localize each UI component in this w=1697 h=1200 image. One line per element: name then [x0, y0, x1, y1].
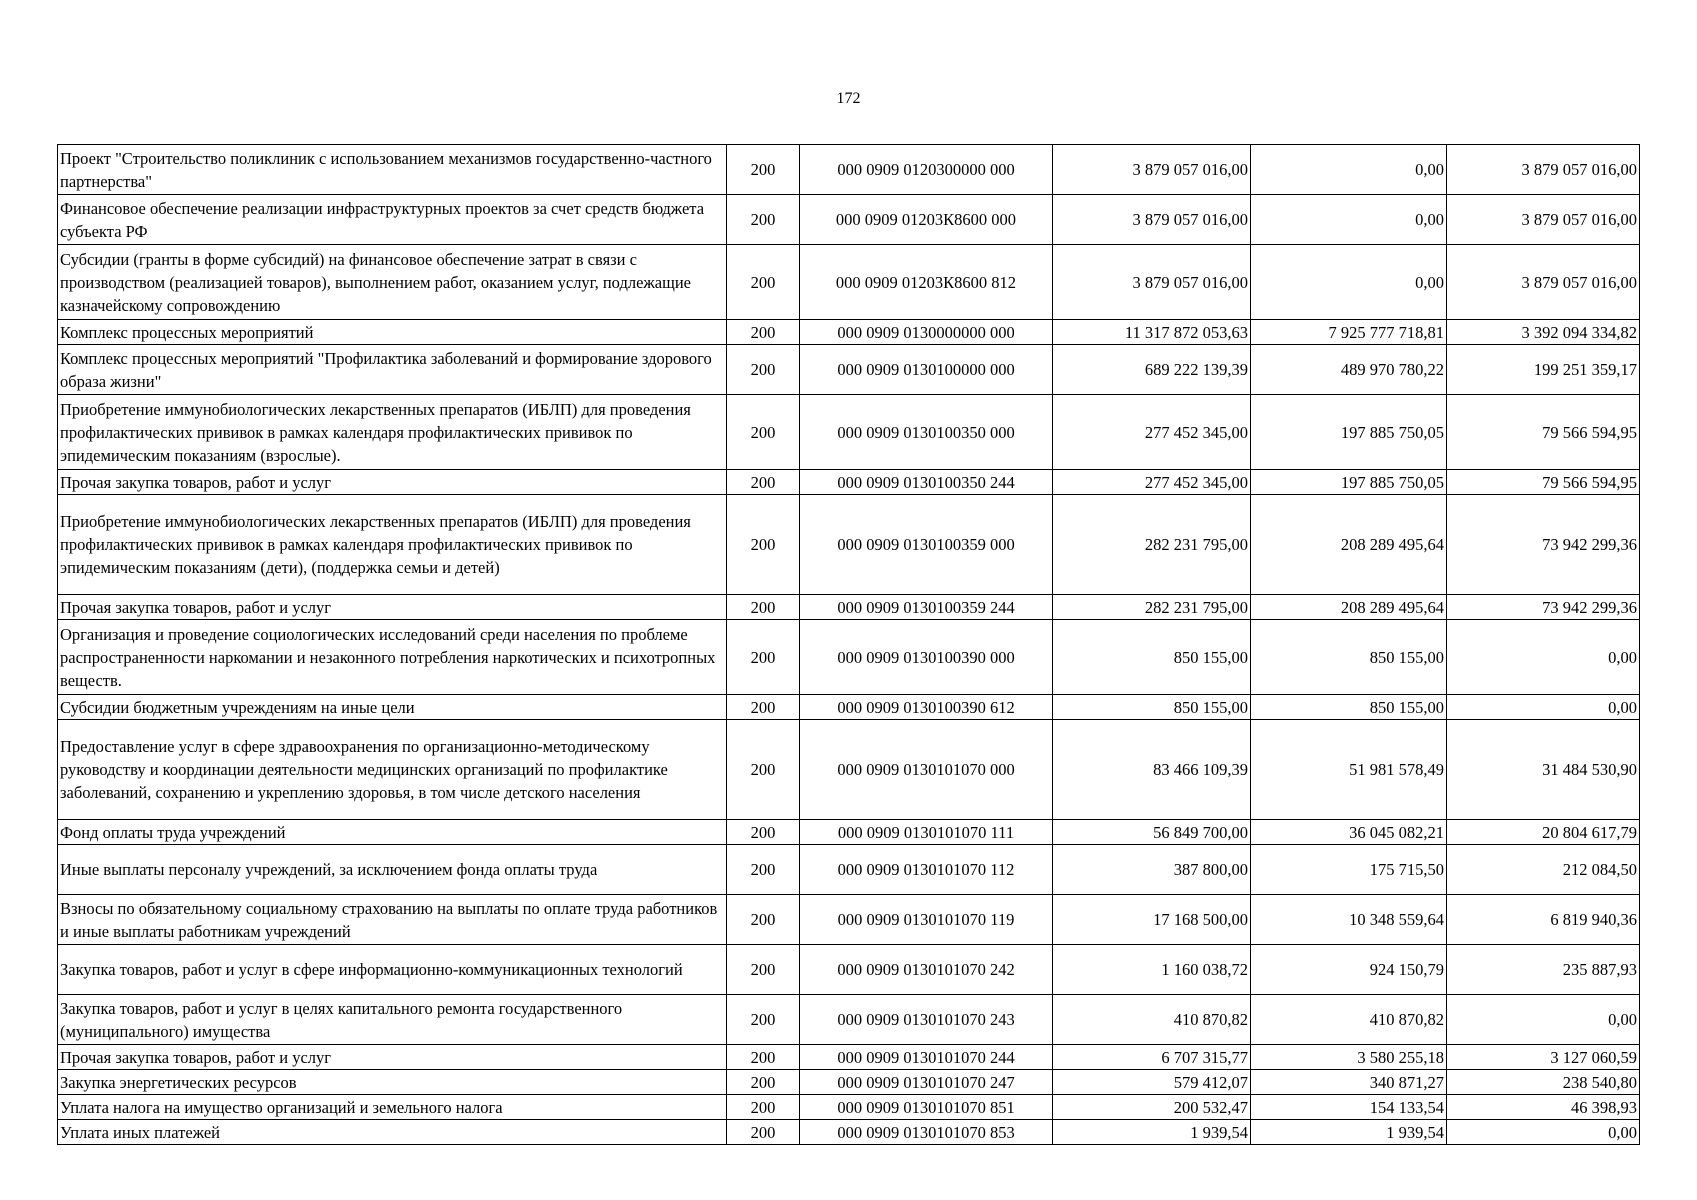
table-row [58, 470, 1640, 495]
cell-name: Закупка энергетических ресурсов [58, 1070, 727, 1095]
cell-code: 200 [727, 1120, 800, 1145]
cell-approved: 3 879 057 016,00 [1053, 245, 1251, 320]
cell-kbk: 000 0909 0120300000 000 [800, 145, 1053, 195]
cell-code: 200 [727, 345, 800, 395]
cell-name: Организация и проведение социологических исследований среди населения по проблеме распространенности наркомании и незаконного потребления наркотических и психотропных веществ. [58, 620, 727, 695]
cell-unexecuted: 0,00 [1447, 995, 1640, 1045]
cell-name: Субсидии бюджетным учреждениям на иные цели [58, 695, 727, 720]
cell-name: Приобретение иммунобиологических лекарственных препаратов (ИБЛП) для проведения профилактических прививок в рамках календаря профилактических прививок по эпидемическим показаниям (дети), (поддержка семьи и детей) [58, 495, 727, 595]
cell-kbk: 000 0909 0130101070 853 [800, 1120, 1053, 1145]
cell-code: 200 [727, 1095, 800, 1120]
cell-executed: 10 348 559,64 [1251, 895, 1447, 945]
cell-kbk: 000 0909 0130101070 851 [800, 1095, 1053, 1120]
cell-unexecuted: 73 942 299,36 [1447, 595, 1640, 620]
cell-approved: 11 317 872 053,63 [1053, 320, 1251, 345]
cell-unexecuted: 46 398,93 [1447, 1095, 1640, 1120]
cell-kbk: 000 0909 0130101070 244 [800, 1045, 1053, 1070]
cell-kbk: 000 0909 0130101070 247 [800, 1070, 1053, 1095]
cell-unexecuted: 31 484 530,90 [1447, 720, 1640, 820]
cell-kbk: 000 0909 0130100359 000 [800, 495, 1053, 595]
cell-executed: 489 970 780,22 [1251, 345, 1447, 395]
cell-name: Закупка товаров, работ и услуг в целях капитального ремонта государственного (муниципального) имущества [58, 995, 727, 1045]
cell-unexecuted: 0,00 [1447, 695, 1640, 720]
cell-executed: 850 155,00 [1251, 620, 1447, 695]
cell-approved: 1 160 038,72 [1053, 945, 1251, 995]
page-number: 172 [836, 90, 861, 107]
table-row [58, 320, 1640, 345]
cell-kbk: 000 0909 0130100359 244 [800, 595, 1053, 620]
cell-unexecuted: 3 879 057 016,00 [1447, 145, 1640, 195]
cell-name: Прочая закупка товаров, работ и услуг [58, 595, 727, 620]
cell-executed: 924 150,79 [1251, 945, 1447, 995]
cell-name: Комплекс процессных мероприятий "Профилактика заболеваний и формирование здорового образа жизни" [58, 345, 727, 395]
cell-unexecuted: 79 566 594,95 [1447, 395, 1640, 470]
cell-unexecuted: 3 127 060,59 [1447, 1045, 1640, 1070]
table-row [58, 1120, 1640, 1145]
cell-approved: 6 707 315,77 [1053, 1045, 1251, 1070]
cell-code: 200 [727, 895, 800, 945]
table-row [58, 1045, 1640, 1070]
cell-code: 200 [727, 945, 800, 995]
cell-approved: 3 879 057 016,00 [1053, 145, 1251, 195]
budget-table [57, 144, 1640, 1145]
cell-executed: 208 289 495,64 [1251, 495, 1447, 595]
table-row [58, 595, 1640, 620]
table-row [58, 820, 1640, 845]
cell-code: 200 [727, 495, 800, 595]
cell-code: 200 [727, 245, 800, 320]
cell-approved: 1 939,54 [1053, 1120, 1251, 1145]
cell-approved: 56 849 700,00 [1053, 820, 1251, 845]
table-row [58, 1095, 1640, 1120]
cell-name: Уплата иных платежей [58, 1120, 727, 1145]
cell-executed: 36 045 082,21 [1251, 820, 1447, 845]
cell-executed: 0,00 [1251, 195, 1447, 245]
cell-executed: 197 885 750,05 [1251, 395, 1447, 470]
cell-code: 200 [727, 845, 800, 895]
table-row [58, 720, 1640, 820]
cell-name: Взносы по обязательному социальному страхованию на выплаты по оплате труда работников и иные выплаты работникам учреждений [58, 895, 727, 945]
cell-name: Прочая закупка товаров, работ и услуг [58, 1045, 727, 1070]
cell-name: Закупка товаров, работ и услуг в сфере информационно-коммуникационных технологий [58, 945, 727, 995]
cell-unexecuted: 6 819 940,36 [1447, 895, 1640, 945]
table-row [58, 695, 1640, 720]
cell-kbk: 000 0909 0130100350 000 [800, 395, 1053, 470]
table-row [58, 620, 1640, 695]
cell-code: 200 [727, 195, 800, 245]
table-body [58, 145, 1640, 1145]
cell-executed: 1 939,54 [1251, 1120, 1447, 1145]
cell-executed: 208 289 495,64 [1251, 595, 1447, 620]
cell-executed: 175 715,50 [1251, 845, 1447, 895]
cell-name: Фонд оплаты труда учреждений [58, 820, 727, 845]
cell-executed: 340 871,27 [1251, 1070, 1447, 1095]
cell-code: 200 [727, 820, 800, 845]
cell-approved: 277 452 345,00 [1053, 470, 1251, 495]
cell-approved: 850 155,00 [1053, 620, 1251, 695]
cell-code: 200 [727, 395, 800, 470]
cell-unexecuted: 238 540,80 [1447, 1070, 1640, 1095]
cell-unexecuted: 79 566 594,95 [1447, 470, 1640, 495]
cell-unexecuted: 235 887,93 [1447, 945, 1640, 995]
table-row [58, 1070, 1640, 1095]
table-row [58, 845, 1640, 895]
cell-unexecuted: 73 942 299,36 [1447, 495, 1640, 595]
cell-unexecuted: 0,00 [1447, 620, 1640, 695]
cell-executed: 410 870,82 [1251, 995, 1447, 1045]
cell-kbk: 000 0909 0130101070 243 [800, 995, 1053, 1045]
cell-unexecuted: 20 804 617,79 [1447, 820, 1640, 845]
cell-kbk: 000 0909 0130101070 111 [800, 820, 1053, 845]
cell-approved: 282 231 795,00 [1053, 595, 1251, 620]
cell-executed: 3 580 255,18 [1251, 1045, 1447, 1070]
cell-approved: 579 412,07 [1053, 1070, 1251, 1095]
cell-name: Иные выплаты персоналу учреждений, за исключением фонда оплаты труда [58, 845, 727, 895]
cell-approved: 3 879 057 016,00 [1053, 195, 1251, 245]
cell-code: 200 [727, 1045, 800, 1070]
cell-executed: 7 925 777 718,81 [1251, 320, 1447, 345]
cell-kbk: 000 0909 01203К8600 812 [800, 245, 1053, 320]
table-row [58, 145, 1640, 195]
table-row [58, 195, 1640, 245]
cell-name: Субсидии (гранты в форме субсидий) на финансовое обеспечение затрат в связи с производством (реализацией товаров), выполнением работ, оказанием услуг, подлежащие казначейскому сопровождению [58, 245, 727, 320]
table-row [58, 995, 1640, 1045]
cell-name: Предоставление услуг в сфере здравоохранения по организационно-методическому руководству и координации деятельности медицинских организаций по профилактике заболеваний, сохранению и укреплению здоровья, в том числе детского населения [58, 720, 727, 820]
cell-code: 200 [727, 995, 800, 1045]
cell-executed: 850 155,00 [1251, 695, 1447, 720]
cell-kbk: 000 0909 0130100350 244 [800, 470, 1053, 495]
cell-kbk: 000 0909 01203К8600 000 [800, 195, 1053, 245]
cell-code: 200 [727, 1070, 800, 1095]
cell-kbk: 000 0909 0130101070 000 [800, 720, 1053, 820]
cell-approved: 850 155,00 [1053, 695, 1251, 720]
cell-code: 200 [727, 145, 800, 195]
table-row [58, 945, 1640, 995]
cell-approved: 83 466 109,39 [1053, 720, 1251, 820]
cell-unexecuted: 199 251 359,17 [1447, 345, 1640, 395]
cell-approved: 17 168 500,00 [1053, 895, 1251, 945]
cell-name: Финансовое обеспечение реализации инфраструктурных проектов за счет средств бюджета субъекта РФ [58, 195, 727, 245]
cell-name: Уплата налога на имущество организаций и земельного налога [58, 1095, 727, 1120]
cell-executed: 51 981 578,49 [1251, 720, 1447, 820]
cell-code: 200 [727, 695, 800, 720]
cell-executed: 197 885 750,05 [1251, 470, 1447, 495]
cell-kbk: 000 0909 0130100000 000 [800, 345, 1053, 395]
cell-kbk: 000 0909 0130101070 119 [800, 895, 1053, 945]
cell-name: Прочая закупка товаров, работ и услуг [58, 470, 727, 495]
cell-unexecuted: 212 084,50 [1447, 845, 1640, 895]
cell-approved: 689 222 139,39 [1053, 345, 1251, 395]
cell-approved: 387 800,00 [1053, 845, 1251, 895]
cell-approved: 282 231 795,00 [1053, 495, 1251, 595]
cell-unexecuted: 0,00 [1447, 1120, 1640, 1145]
cell-unexecuted: 3 392 094 334,82 [1447, 320, 1640, 345]
cell-kbk: 000 0909 0130101070 242 [800, 945, 1053, 995]
cell-approved: 277 452 345,00 [1053, 395, 1251, 470]
cell-code: 200 [727, 470, 800, 495]
cell-approved: 200 532,47 [1053, 1095, 1251, 1120]
table-row [58, 495, 1640, 595]
cell-unexecuted: 3 879 057 016,00 [1447, 245, 1640, 320]
table-row [58, 895, 1640, 945]
cell-code: 200 [727, 620, 800, 695]
cell-code: 200 [727, 595, 800, 620]
cell-kbk: 000 0909 0130100390 000 [800, 620, 1053, 695]
table-row [58, 345, 1640, 395]
cell-unexecuted: 3 879 057 016,00 [1447, 195, 1640, 245]
cell-executed: 154 133,54 [1251, 1095, 1447, 1120]
cell-name: Проект "Строительство поликлиник с использованием механизмов государственно-частного партнерства" [58, 145, 727, 195]
table-row [58, 245, 1640, 320]
cell-kbk: 000 0909 0130101070 112 [800, 845, 1053, 895]
cell-approved: 410 870,82 [1053, 995, 1251, 1045]
cell-name: Приобретение иммунобиологических лекарственных препаратов (ИБЛП) для проведения профилактических прививок в рамках календаря профилактических прививок по эпидемическим показаниям (взрослые). [58, 395, 727, 470]
cell-code: 200 [727, 720, 800, 820]
cell-name: Комплекс процессных мероприятий [58, 320, 727, 345]
cell-code: 200 [727, 320, 800, 345]
table-row [58, 395, 1640, 470]
cell-executed: 0,00 [1251, 145, 1447, 195]
cell-executed: 0,00 [1251, 245, 1447, 320]
cell-kbk: 000 0909 0130100390 612 [800, 695, 1053, 720]
cell-kbk: 000 0909 0130000000 000 [800, 320, 1053, 345]
